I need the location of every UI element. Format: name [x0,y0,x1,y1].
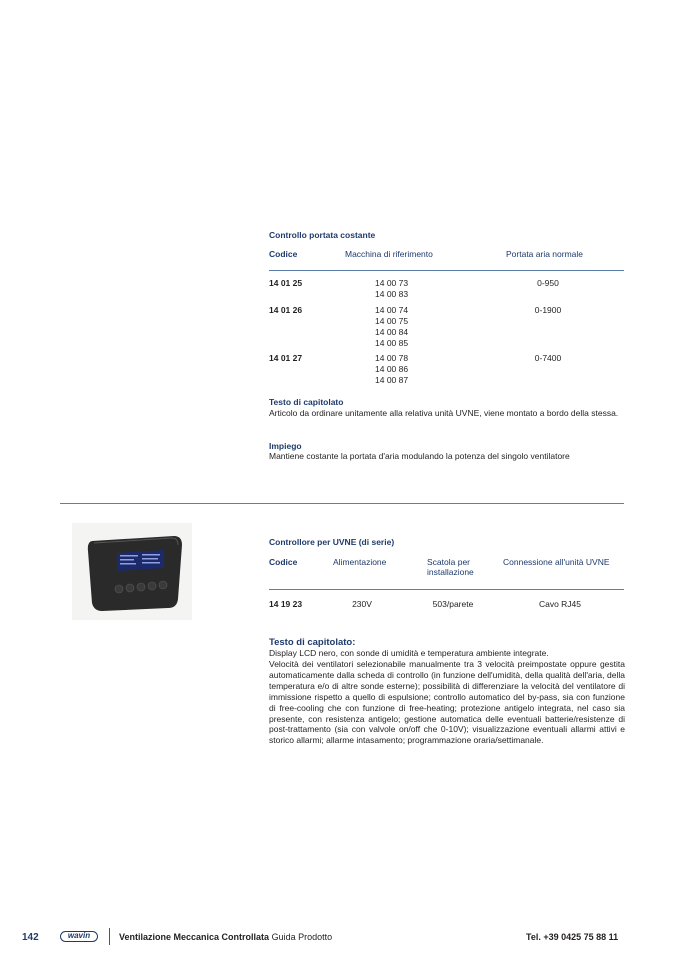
s1-row3-machine: 14 00 87 [375,375,409,385]
s2-row-connection: Cavo RJ45 [538,599,582,609]
s1-row2-machine: 14 00 85 [375,338,409,348]
footer-subtitle: Guida Prodotto [271,932,333,942]
s1-row2-machines [375,305,408,349]
s1-spec-title: Testo di capitolato [269,397,344,407]
s2-header-code: Codice [269,557,298,567]
section1-title: Controllo portata costante [269,230,376,240]
s2-spec-title: Testo di capitolato: [269,637,356,648]
s1-row3-machine: 14 00 78 [375,353,409,363]
s1-spec-text: Articolo da ordinare unitamente alla relativa unità UVNE, viene montato a bordo della stessa. [269,408,619,418]
s1-header-machine: Macchina di riferimento [345,249,433,259]
s1-row1-flow: 0-950 [537,278,559,288]
s1-row1-code: 14 01 25 [269,278,303,288]
s1-row2-flow: 0-1900 [534,305,562,315]
page-number: 142 [22,932,39,943]
wavin-logo: wavin [60,931,98,942]
s2-spec-first: Display LCD nero, con sonde di umidità e temperatura ambiente integrate. [269,648,549,658]
s2-row-code: 14 19 23 [269,599,303,609]
s1-use-title: Impiego [269,441,302,451]
s1-row2-machine: 14 00 84 [375,327,409,337]
s1-header-flow: Portata aria normale [506,249,584,259]
s1-row3-code: 14 01 27 [269,353,303,363]
footer-title: Ventilazione Meccanica Controllata [119,932,270,942]
s2-header-power: Alimentazione [333,557,387,567]
s2-spec-body: Velocità dei ventilatori selezionabile manualmente tra 3 velocità preimpostate oppure gestita automaticamente dalla scheda di controllo (in funzione dell'umidità, della qualità dell'aria, della temperatura e/o di altre sonde esterne); possibilità di differenziare la velocità del ventilatore di immissione rispetto a quello di espulsione; controllo automatico del by-pass, sia con funzione di free-cooling che con funzione di free-heating; protezione antigelo integrata, nel caso sia presente, con resistenza antigelo; gestione automatica delle eventuali batterie/resistenze di post-trattamento (sia con valvole on/off che 0-10V); visualizzazione eventuali allarmi attivi e storico allarmi; allarme intasamento; programmazione oraria/settimanale. [269,659,625,746]
s2-header-box: Scatola per installazione [427,557,474,577]
s1-row3-machines [375,353,408,386]
footer-title-block [119,932,332,942]
s1-row3-flow: 0-7400 [534,353,562,363]
s1-row1-machines [375,278,408,300]
s1-header-code: Codice [269,249,298,259]
s1-row1-machine: 14 00 83 [375,289,409,299]
s1-row3-machine: 14 00 86 [375,364,409,374]
s2-header-connection: Connessione all'unità UVNE [503,557,610,567]
controller-device-image [72,523,192,620]
footer-separator [109,928,110,945]
s2-row-box: 503/parete [432,599,474,609]
s2-row-power: 230V [352,599,372,609]
s1-header-rule [269,270,624,271]
s2-header-rule [269,589,624,590]
s1-row2-machine: 14 00 74 [375,305,409,315]
controller-device-icon [72,523,192,620]
s1-row2-machine: 14 00 75 [375,316,409,326]
footer-phone: Tel. +39 0425 75 88 11 [526,932,619,942]
s1-row2-code: 14 01 26 [269,305,303,315]
s1-row1-machine: 14 00 73 [375,278,409,288]
s1-use-text: Mantiene costante la portata d'aria modulando la potenza del singolo ventilatore [269,451,570,461]
section-divider [60,503,624,504]
section2-title: Controllore per UVNE (di serie) [269,537,395,547]
